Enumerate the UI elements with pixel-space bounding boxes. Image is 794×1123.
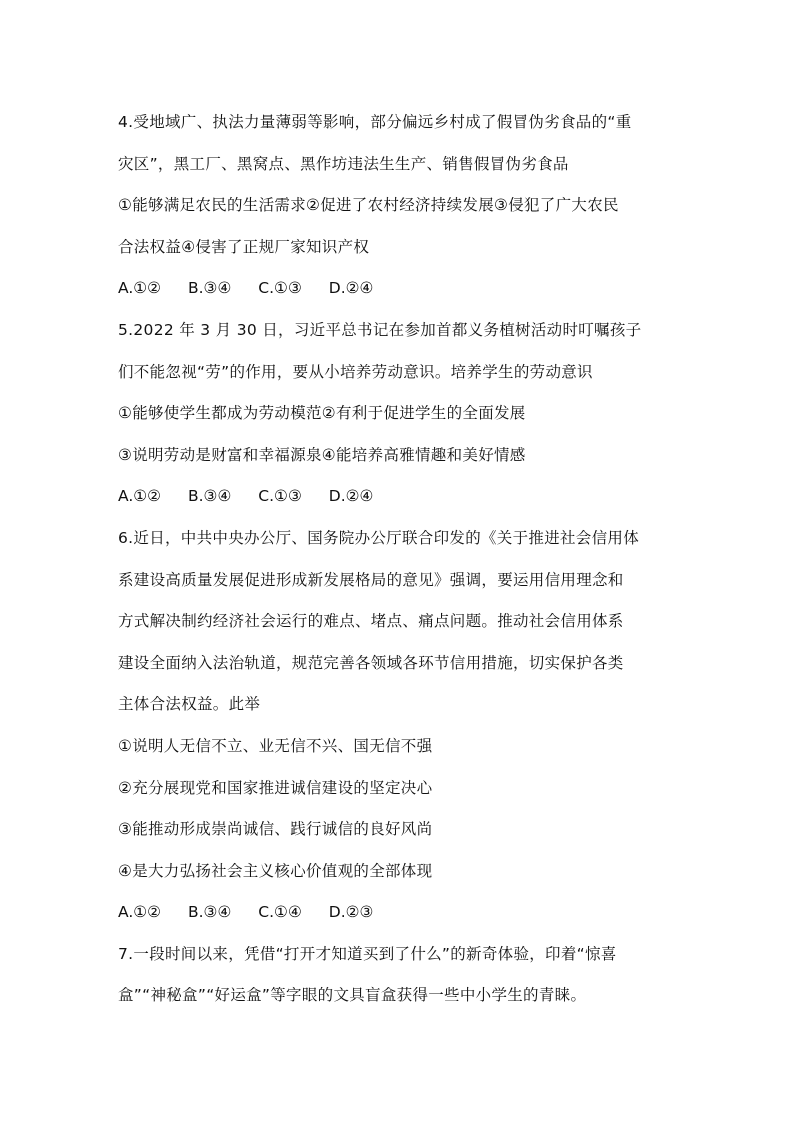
question-stem-line: 系建设高质量发展促进形成新发展格局的意见》强调，要运用信用理念和 (118, 570, 624, 589)
question-stem-line: 5.2022 年 3 月 30 日，习近平总书记在参加首都义务植树活动时叮嘱孩子 (118, 320, 642, 339)
statement-line: ①能够满足农民的生活需求②促进了农村经济持续发展③侵犯了广大农民 (118, 196, 619, 215)
option-d: D.②③ (328, 903, 374, 922)
option-a: A.①② (118, 279, 162, 298)
question-stem-line: 6.近日，中共中央办公厅、国务院办公厅联合印发的《关于推进社会信用体 (118, 528, 639, 547)
statement-line: ②充分展现党和国家推进诚信建设的坚定决心 (118, 778, 433, 797)
question-stem-line: 7.一段时间以来，凭借“打开才知道买到了什么”的新奇体验，印着“惊喜 (118, 944, 617, 963)
answer-options (118, 892, 678, 934)
statement-line: ④是大力弘扬社会主义核心价值观的全部体现 (118, 861, 433, 880)
question-stem-line: 灾区”，黑工厂、黑窝点、黑作坊违法生生产、销售假冒伪劣食品 (118, 154, 569, 173)
option-c: C.①④ (258, 903, 302, 922)
question-stem-line: 主体合法权益。此举 (118, 695, 261, 714)
question-stem-line: 4.受地域广、执法力量薄弱等影响，部分偏远乡村成了假冒伪劣食品的“重 (118, 113, 632, 131)
question-6 (118, 518, 678, 934)
option-b: B.③④ (188, 279, 232, 298)
statement-line: 合法权益④侵害了正规厂家知识产权 (118, 237, 370, 256)
statement-line: ③能推动形成崇尚诚信、践行诚信的良好风尚 (118, 820, 433, 839)
option-a: A.①② (118, 903, 162, 922)
option-b: B.③④ (188, 487, 232, 506)
question-stem-line: 盒”“神秘盒”“好运盒”等字眼的文具盲盒获得一些中小学生的青睐。 (118, 986, 587, 1005)
question-5 (118, 310, 678, 518)
answer-options (118, 476, 678, 518)
option-a: A.①② (118, 487, 162, 506)
answer-options (118, 268, 678, 310)
statement-line: ①能够使学生都成为劳动模范②有利于促进学生的全面发展 (118, 404, 526, 423)
option-d: D.②④ (328, 279, 374, 298)
question-stem-line: 方式解决制约经济社会运行的难点、堵点、痛点问题。推动社会信用体系 (118, 612, 624, 631)
question-4 (118, 102, 678, 310)
statement-line: ③说明劳动是财富和幸福源泉④能培养高雅情趣和美好情感 (118, 445, 526, 464)
statement-line: ①说明人无信不立、业无信不兴、国无信不强 (118, 736, 433, 755)
option-d: D.②④ (328, 487, 374, 506)
option-b: B.③④ (188, 903, 232, 922)
option-c: C.①③ (258, 487, 302, 506)
option-c: C.①③ (258, 279, 302, 298)
question-7 (118, 934, 678, 1017)
question-list (118, 102, 678, 1017)
question-stem-line: 们不能忽视“劳”的作用，要从小培养劳动意识。培养学生的劳动意识 (118, 362, 593, 381)
question-stem-line: 建设全面纳入法治轨道，规范完善各领域各环节信用措施，切实保护各类 (118, 653, 624, 672)
